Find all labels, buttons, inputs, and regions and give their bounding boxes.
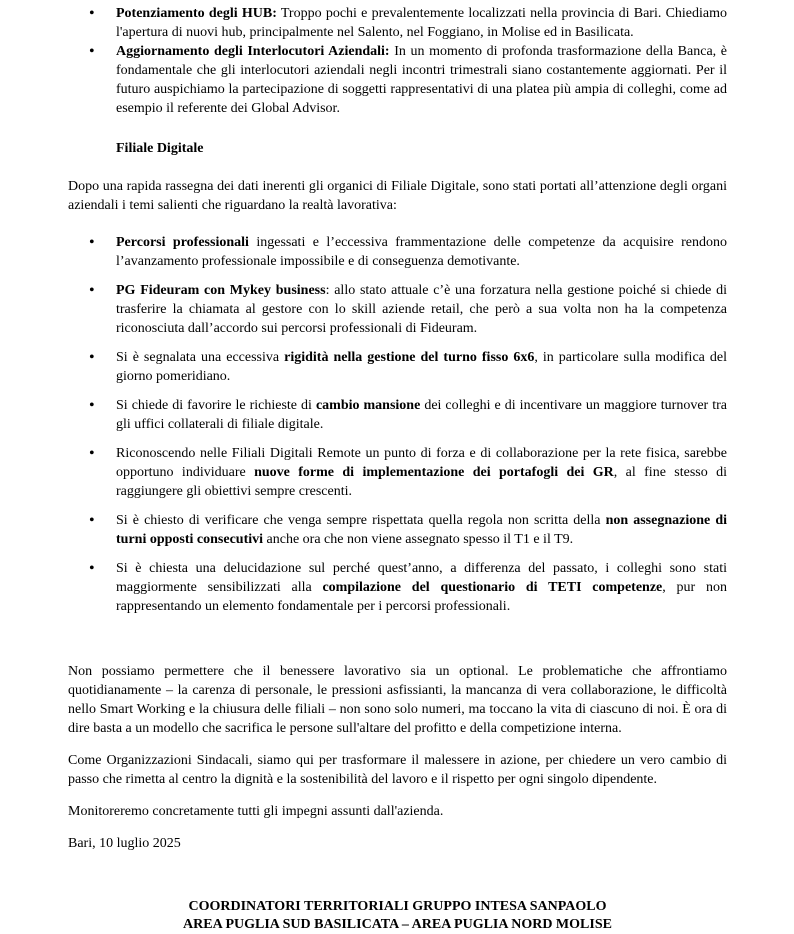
section-heading-filiale-digitale: Filiale Digitale: [116, 141, 204, 156]
signature-line-2: AREA PUGLIA SUD BASILICATA – AREA PUGLIA NORD MOLISE: [183, 917, 612, 932]
bullet-text: Troppo pochi e prevalentemente localizzati nella provincia di Bari. Chiediamo l'apertura di nuovi hub, principalmente nel Salento, nel Foggiano, in Molise ed in Basilicata.: [116, 6, 728, 40]
bullet-questionario-teti: • Si è chiesta una delucidazione sul perché quest’anno, a differenza del passato, i colleghi sono stati maggiormente sensibilizzati alla compilazione del questionario di TETI competenze, pur non rappresentando un elemento fondamentale per i percorsi professionali.: [68, 559, 727, 616]
closing-paragraph-benessere: Non possiamo permettere che il benessere lavorativo sia un optional. Le problematiche che affrontiamo quotidianamente – la carenza di personale, le pressioni asfissianti, la mancanza di vera collaborazione, le difficoltà nello Smart Working e la chiusura delle filiali – non sono solo numeri, ma toccano la vita di ciascuno di noi. È ora di dire basta a un modello che sacrifica le persone sull'altare del profitto e della competizione interna.: [68, 664, 727, 736]
bullet-turni-opposti: • Si è chiesto di verificare che venga sempre rispettata quella regola non scritta della non assegnazione di turni opposti consecutivi anche ora che non viene assegnato spesso il T1 e il T9.: [68, 511, 727, 549]
bullet-portafogli-gr: • Riconoscendo nelle Filiali Digitali Remote un punto di forza e di collaborazione per la rete fisica, sarebbe opportuno individuare nuove forme di implementazione dei portafogli dei GR, al fine stesso di raggiungere gli obiettivi sempre crescenti.: [68, 444, 727, 501]
bullet-pg-fideuram: • PG Fideuram con Mykey business: allo stato attuale c’è una forzatura nella gestione poiché si chiede di trasferire la chiamata al gestore con lo skill aziende retail, che però a sua volta non ha la competenza riconosciuta dall’accordo sui percorsi professionali di Fideuram.: [68, 281, 727, 338]
bullet-bold-text: non assegnazione di turni opposti consecutivi: [116, 513, 727, 547]
bullet-text: In un momento di profonda trasformazione della Banca, è fondamentale che gli interlocutori aziendali negli incontri trimestrali siano costantemente aggiornati. Per il futuro auspichiamo la partecipazione di soggetti rappresentativi di una platea più ampia di colleghi, come ad esempio il referente dei Global Advisor.: [116, 44, 727, 116]
closing-paragraph-monitoreremo: Monitoreremo concretamente tutti gli impegni assunti dall'azienda.: [68, 804, 444, 819]
bullet-bold-text: rigidità nella gestione del turno fisso 6x6: [284, 350, 535, 365]
hub-bullet-list: [68, 4, 727, 118]
bullet-potenziamento-hub: [68, 4, 727, 42]
bullet-cambio-mansione: • Si chiede di favorire le richieste di cambio mansione dei colleghi e di incentivare un maggiore turnover tra gli uffici collaterali di filiale digitale.: [68, 396, 727, 434]
closing-paragraph-organizzazioni: Come Organizzazioni Sindacali, siamo qui per trasformare il malessere in azione, per chiedere un vero cambio di passo che rimetta al centro la dignità e la sostenibilità del lavoro e il rispetto per ogni singolo dipendente.: [68, 753, 727, 787]
bullet-aggiornamento-interlocutori: [68, 42, 727, 118]
bullet-bold-text: nuove forme di implementazione dei portafogli dei GR: [254, 465, 614, 480]
bullet-bold-text: cambio mansione: [315, 398, 421, 413]
document-page: [68, 4, 727, 934]
bullet-title: Aggiornamento degli Interlocutori Aziendali:: [116, 44, 390, 59]
bullet-bold-text: Percorsi professionali: [116, 235, 249, 250]
signature-block: [68, 898, 727, 934]
filiale-bullet-list: [68, 233, 727, 616]
bullet-turno-fisso: • Si è segnalata una eccessiva rigidità nella gestione del turno fisso 6x6, in particolare sulla modifica del giorno pomeridiano.: [68, 348, 727, 386]
place-date: Bari, 10 luglio 2025: [68, 836, 181, 851]
filiale-intro-paragraph: Dopo una rapida rassegna dei dati inerenti gli organici di Filiale Digitale, sono stati portati all’attenzione degli organi aziendali i temi salienti che riguardano la realtà lavorativa:: [68, 179, 727, 213]
bullet-percorsi-professionali: • Percorsi professionali ingessati e l’eccessiva frammentazione delle competenze da acquisire rendono l’avanzamento professionale impossibile e di conseguenza demotivante.: [68, 233, 727, 271]
bullet-title: Potenziamento degli HUB:: [116, 6, 277, 21]
signature-line-1: COORDINATORI TERRITORIALI GRUPPO INTESA SANPAOLO: [188, 899, 607, 914]
bullet-bold-text: compilazione del questionario di TETI competenze: [322, 580, 663, 595]
bullet-bold-text: PG Fideuram con Mykey business: [116, 283, 326, 298]
